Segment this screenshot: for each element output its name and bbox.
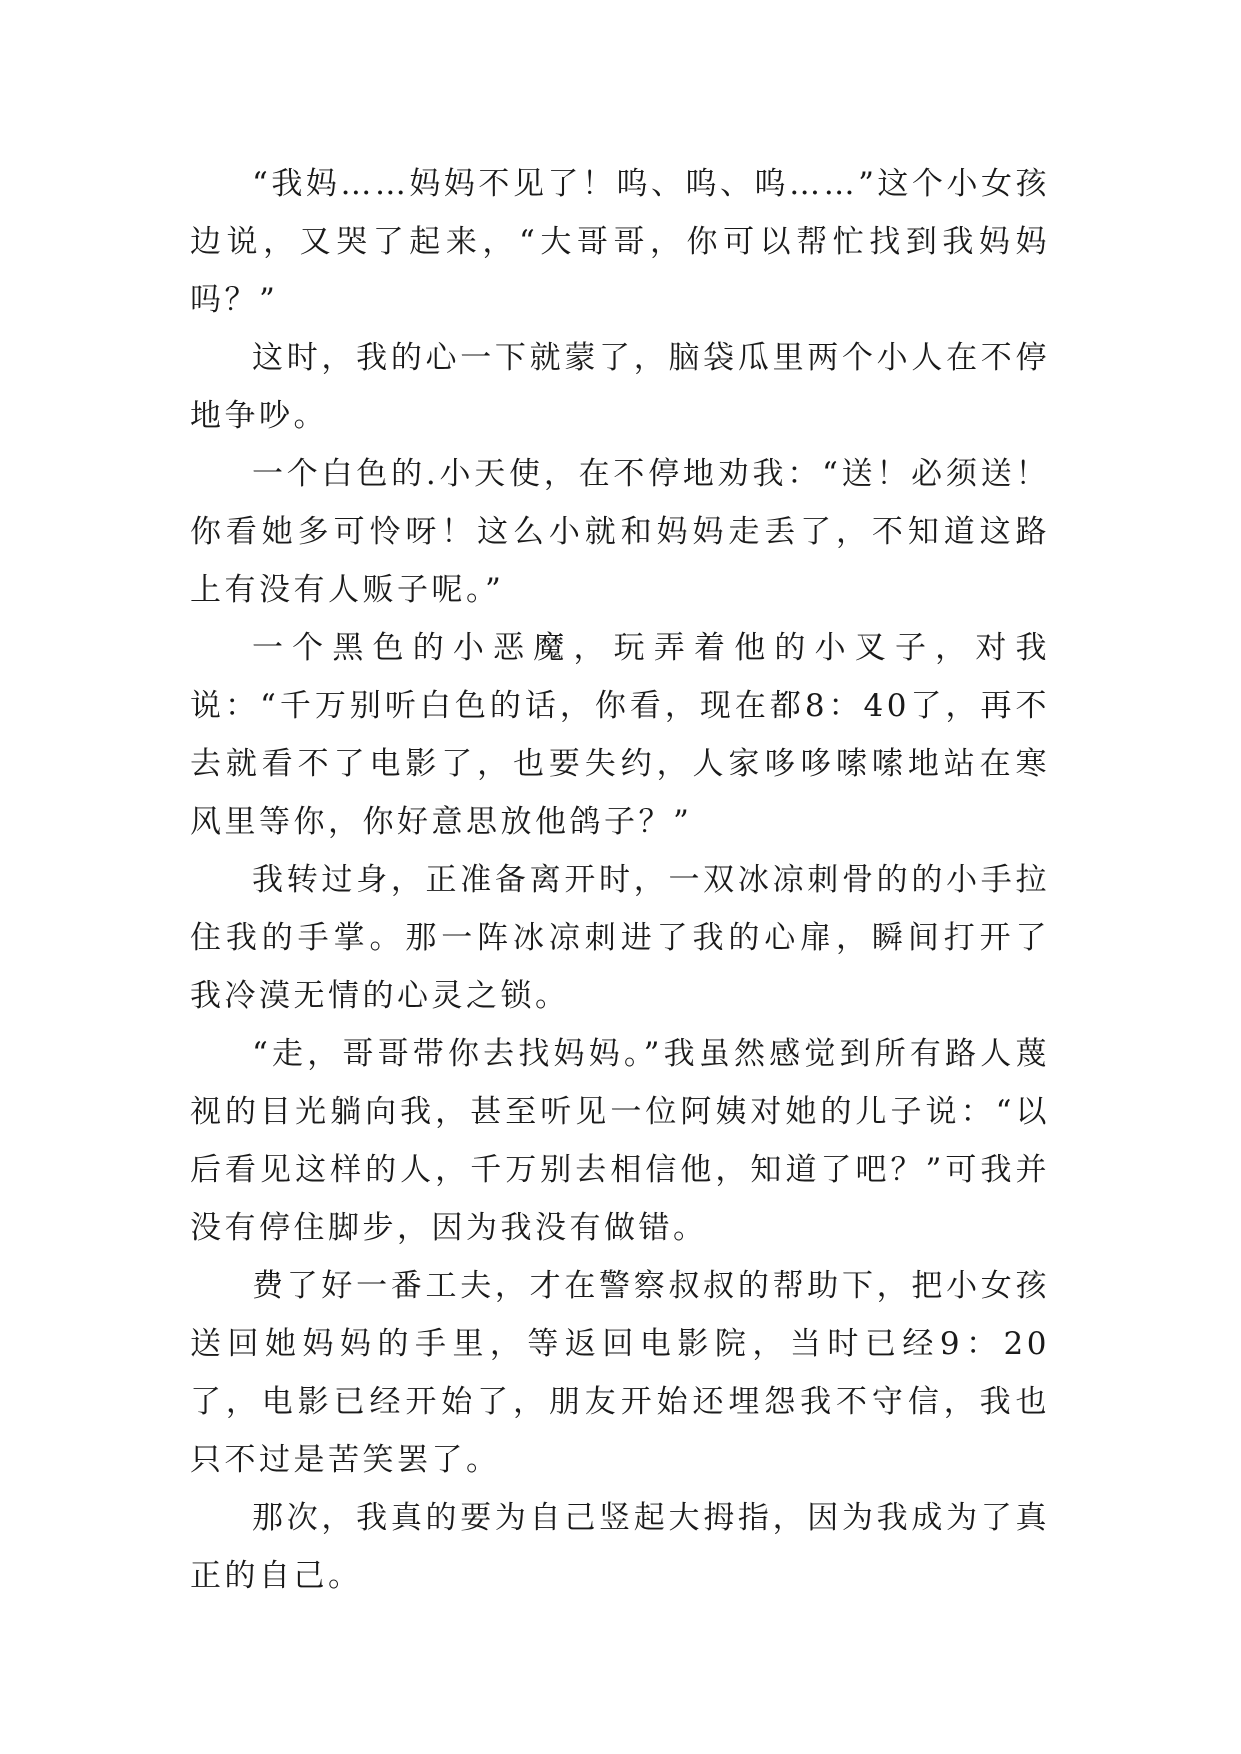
paragraph-3: 一个白色的.小天使，在不停地劝我：“送！必须送！你看她多可怜呀！这么小就和妈妈走丢了，不知道这路上有没有人贩子呢。” [190,456,1050,608]
paragraph-2: 这时，我的心一下就蒙了，脑袋瓜里两个小人在不停地争吵。 [190,340,1050,434]
paragraph-5: 我转过身，正准备离开时，一双冰凉刺骨的的小手拉住我的手掌。那一阵冰凉刺进了我的心扉，瞬间打开了我冷漠无情的心灵之锁。 [190,862,1050,1014]
paragraph-1: “我妈……妈妈不见了！呜、呜、呜……”这个小女孩边说，又哭了起来，“大哥哥，你可以帮忙找到我妈妈吗？” [190,166,1050,318]
paragraph-6: “走，哥哥带你去找妈妈。”我虽然感觉到所有路人蔑视的目光躺向我，甚至听见一位阿姨对她的儿子说：“以后看见这样的人，千万别去相信他，知道了吧？”可我并没有停住脚步，因为我没有做错。 [190,1036,1050,1246]
paragraph-8: 那次，我真的要为自己竖起大拇指，因为我成为了真正的自己。 [190,1500,1050,1594]
paragraph-4: 一个黑色的小恶魔，玩弄着他的小叉子，对我说：“千万别听白色的话，你看，现在都8：40了，再不去就看不了电影了，也要失约，人家哆哆嗦嗦地站在寒风里等你，你好意思放他鸽子？” [190,630,1050,840]
document-body [190,155,1050,1605]
paragraph-7: 费了好一番工夫，才在警察叔叔的帮助下，把小女孩送回她妈妈的手里，等返回电影院，当时已经9：20了，电影已经开始了，朋友开始还埋怨我不守信，我也只不过是苦笑罢了。 [190,1268,1050,1478]
